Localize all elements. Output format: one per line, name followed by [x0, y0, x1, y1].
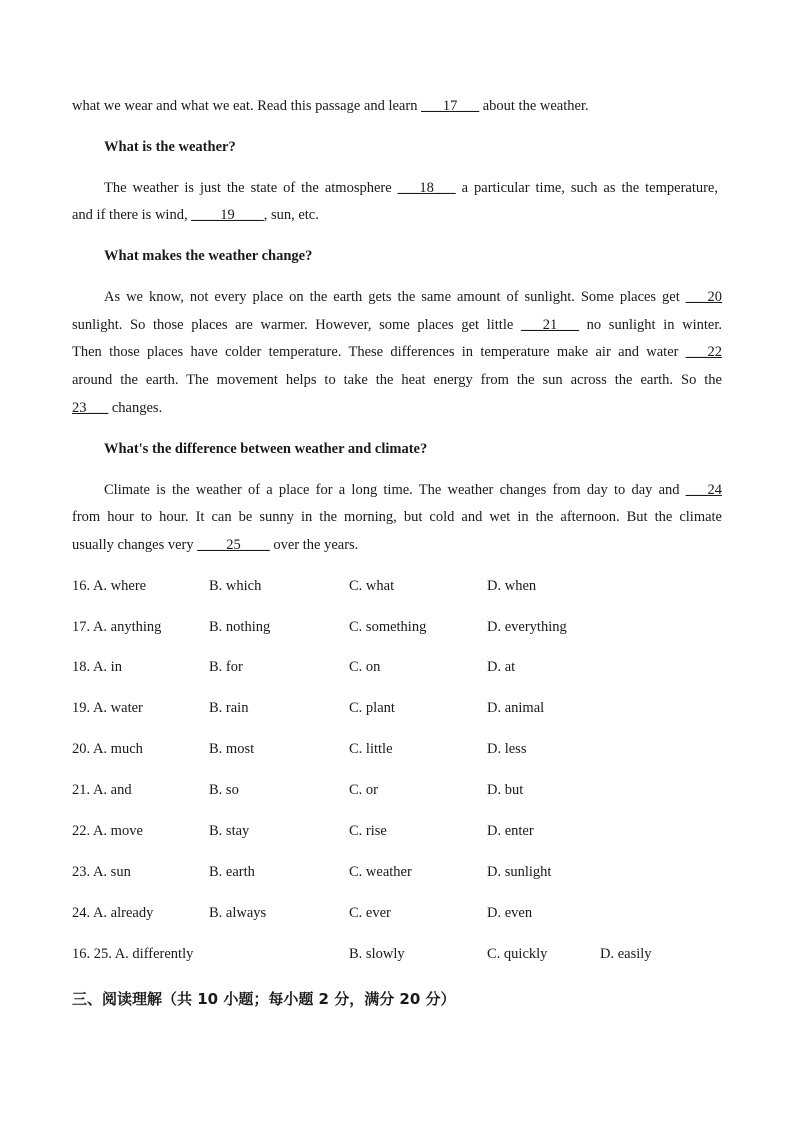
option-b: B. always: [209, 905, 267, 921]
text: Climate is the weather of a place for a long time. The weather changes from day to day and: [104, 482, 686, 498]
section-heading: What makes the weather change?: [104, 248, 313, 264]
blank-21: ___21___: [520, 317, 579, 333]
passage-line: around the earth. The movement helps to take the heat energy from the sun across the earth. So the: [72, 372, 722, 388]
text: and if there is wind,: [72, 207, 192, 223]
blank-24: ___24: [685, 482, 722, 498]
text: about the weather.: [479, 98, 589, 114]
text: , sun, etc.: [263, 207, 319, 223]
option-d: D. at: [487, 659, 516, 675]
option-d: D. sunlight: [487, 864, 552, 880]
option-b: B. for: [209, 659, 243, 675]
text: what we wear and what we eat. Read this passage and learn: [72, 98, 422, 114]
section-heading: What's the difference between weather and climate?: [104, 441, 428, 457]
option-d: D. when: [487, 578, 537, 594]
passage-line: [104, 179, 718, 197]
text: usually changes very: [72, 537, 198, 553]
text: sunlight. So those places are warmer. However, some places get little: [72, 317, 521, 333]
option-a: 17. A. anything: [72, 619, 162, 635]
text: over the years.: [269, 537, 359, 553]
option-c: C. something: [349, 619, 427, 635]
option-d: D. animal: [487, 700, 545, 716]
option-a: 19. A. water: [72, 700, 143, 716]
option-a: 22. A. move: [72, 823, 143, 839]
option-a: 18. A. in: [72, 659, 122, 675]
option-c: C. rise: [349, 823, 387, 839]
passage-line: [72, 206, 722, 224]
blank-23: 23___: [72, 400, 109, 416]
section-heading: What is the weather?: [104, 139, 236, 155]
option-c: C. what: [349, 578, 395, 594]
option-a: 23. A. sun: [72, 864, 131, 880]
option-a: 21. A. and: [72, 782, 132, 798]
option-d: D. easily: [600, 946, 652, 962]
option-b: B. which: [209, 578, 262, 594]
passage-line: [72, 97, 722, 115]
option-a: 16. 25. A. differently: [72, 946, 194, 962]
passage-line: [104, 288, 722, 306]
passage-line: [72, 343, 722, 361]
option-c: C. ever: [349, 905, 391, 921]
blank-18: ___18___: [397, 180, 456, 196]
blank-25: ____25____: [197, 537, 270, 553]
text: Then those places have colder temperature. These differences in temperature make air and water: [72, 344, 686, 360]
text: a particular time, such as the temperature,: [455, 180, 718, 196]
option-c: C. or: [349, 782, 378, 798]
option-c: C. on: [349, 659, 381, 675]
option-d: D. but: [487, 782, 524, 798]
text: no sunlight in winter.: [578, 317, 723, 333]
blank-19: ____19____: [191, 207, 264, 223]
option-b: B. slowly: [349, 946, 405, 962]
text: changes.: [108, 400, 163, 416]
option-a: 24. A. already: [72, 905, 154, 921]
passage-line: [72, 536, 722, 554]
option-b: B. most: [209, 741, 255, 757]
passage-line: [72, 399, 722, 417]
option-c: C. little: [349, 741, 393, 757]
text: As we know, not every place on the earth gets the same amount of sunlight. Some places get: [104, 289, 686, 305]
option-d: D. everything: [487, 619, 567, 635]
passage-line: from hour to hour. It can be sunny in the morning, but cold and wet in the afternoon. But the climate: [72, 509, 722, 525]
option-b: B. nothing: [209, 619, 271, 635]
option-d: D. even: [487, 905, 533, 921]
option-d: D. enter: [487, 823, 534, 839]
option-c: C. weather: [349, 864, 412, 880]
blank-20: ___20: [685, 289, 722, 305]
blank-22: ___22: [685, 344, 722, 360]
option-b: B. rain: [209, 700, 249, 716]
option-d: D. less: [487, 741, 527, 757]
section-title: 三、阅读理解（共 10 小题；每小题 2 分，满分 20 分）: [72, 990, 456, 1008]
option-a: 20. A. much: [72, 741, 143, 757]
option-a: 16. A. where: [72, 578, 147, 594]
text: The weather is just the state of the atmosphere: [104, 180, 398, 196]
option-b: B. stay: [209, 823, 250, 839]
passage-line: [72, 316, 722, 334]
option-c: C. quickly: [487, 946, 548, 962]
option-b: B. earth: [209, 864, 255, 880]
passage-line: [104, 481, 722, 499]
option-c: C. plant: [349, 700, 395, 716]
blank-17: ___17___: [421, 98, 480, 114]
option-b: B. so: [209, 782, 239, 798]
